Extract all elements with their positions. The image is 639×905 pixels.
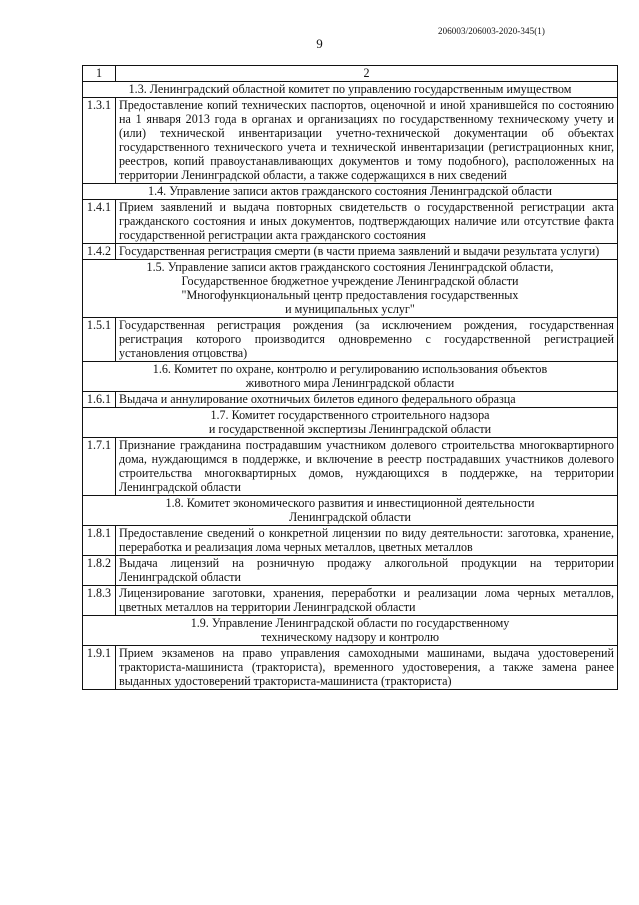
- table-row: [83, 200, 618, 244]
- services-table-body: [83, 66, 618, 690]
- page-number: 9: [316, 36, 323, 51]
- section-heading-row: [83, 184, 618, 200]
- section-heading-line: Государственное бюджетное учреждение Ленинградской области: [181, 274, 519, 288]
- section-heading: [83, 408, 618, 438]
- service-number: 1.8.1: [83, 526, 116, 556]
- section-heading-line: 1.5. Управление записи актов гражданского состояния Ленинградской области,: [146, 260, 554, 274]
- section-heading-line: 1.8. Комитет экономического развития и инвестиционной деятельности: [165, 496, 535, 510]
- table-row: [83, 556, 618, 586]
- service-description: Выдача и аннулирование охотничьих билетов единого федерального образца: [116, 392, 618, 408]
- section-heading-line: 1.4. Управление записи актов гражданского состояния Ленинградской области: [148, 184, 552, 198]
- service-number: 1.4.1: [83, 200, 116, 244]
- service-number: 1.5.1: [83, 318, 116, 362]
- table-row: [83, 318, 618, 362]
- service-description: Выдача лицензий на розничную продажу алкогольной продукции на территории Ленинградской области: [116, 556, 618, 586]
- services-table: [82, 65, 618, 690]
- service-number: 1.9.1: [83, 646, 116, 690]
- table-row: [83, 98, 618, 184]
- section-heading-line: Ленинградской области: [288, 510, 412, 524]
- service-number: 1.6.1: [83, 392, 116, 408]
- section-heading: [83, 184, 618, 200]
- service-description: Прием заявлений и выдача повторных свидетельств о государственной регистрации акта гражданского состояния и иных документов, подтверждающих наличие или отсутствие факта государственной регистрации акта гражданского состояния: [116, 200, 618, 244]
- section-heading: [83, 260, 618, 318]
- table-row: [83, 438, 618, 496]
- document-id: 206003/206003-2020-345(1): [438, 26, 545, 36]
- service-description: Лицензирование заготовки, хранения, переработки и реализации лома черных металлов, цветных металлов на территории Ленинградской области: [116, 586, 618, 616]
- table-row: [83, 586, 618, 616]
- service-description: Государственная регистрация смерти (в части приема заявлений и выдачи результата услуги): [116, 244, 618, 260]
- service-description: Признание гражданина пострадавшим участником долевого строительства многоквартирного дома, нуждающимся в поддержке, и включение в реестр пострадавших участников долевого строительства многоквартирных домов, нуждающихся в поддержке, на территории Ленинградской области: [116, 438, 618, 496]
- service-number: 1.4.2: [83, 244, 116, 260]
- service-number: 1.8.2: [83, 556, 116, 586]
- table-row: [83, 392, 618, 408]
- service-number: 1.7.1: [83, 438, 116, 496]
- section-heading-line: 1.6. Комитет по охране, контролю и регулированию использования объектов: [152, 362, 548, 376]
- service-description: Государственная регистрация рождения (за исключением рождения, государственная регистрация которого производится одновременно с государственной регистрацией установления отцовства): [116, 318, 618, 362]
- section-heading-row: [83, 496, 618, 526]
- service-description: Предоставление сведений о конкретной лицензии по виду деятельности: заготовка, хранение, переработка и реализация лома черных металлов, цветных металлов: [116, 526, 618, 556]
- section-heading-line: 1.3. Ленинградский областной комитет по управлению государственным имуществом: [128, 82, 572, 96]
- section-heading-line: 1.9. Управление Ленинградской области по государственному: [190, 616, 510, 630]
- service-description: Прием экзаменов на право управления самоходными машинами, выдача удостоверений тракториста-машиниста (тракториста), временного удостоверения, а также замена ранее выданных удостоверений тракториста-машиниста (тракториста): [116, 646, 618, 690]
- section-heading: [83, 616, 618, 646]
- table-row: [83, 646, 618, 690]
- service-number: 1.3.1: [83, 98, 116, 184]
- table-row: [83, 244, 618, 260]
- service-description: Предоставление копий технических паспортов, оценочной и иной хранившейся по состоянию на 1 января 2013 года в органах и организациях по государственному техническому учету и (или) технической инвентаризации учетно-технической документации об объектах государственного технического учета и технической инвентаризации (регистрационных книг, реестров, копий правоустанавливающих документов и тому подобного), расположенных на территории Ленинградской области, а также содержащихся в них сведений: [116, 98, 618, 184]
- section-heading-line: "Многофункциональный центр предоставления государственных: [181, 288, 519, 302]
- section-heading: [83, 496, 618, 526]
- table-header-row: [83, 66, 618, 82]
- section-heading-row: [83, 616, 618, 646]
- section-heading-row: [83, 408, 618, 438]
- section-heading-line: 1.7. Комитет государственного строительного надзора: [210, 408, 490, 422]
- column-header-number: 1: [83, 66, 116, 82]
- section-heading-line: и государственной экспертизы Ленинградской области: [208, 422, 492, 436]
- section-heading-row: [83, 82, 618, 98]
- service-number: 1.8.3: [83, 586, 116, 616]
- section-heading: [83, 82, 618, 98]
- column-header-service: 2: [116, 66, 618, 82]
- section-heading-line: и муниципальных услуг": [285, 302, 415, 316]
- table-row: [83, 526, 618, 556]
- section-heading-row: [83, 260, 618, 318]
- section-heading-line: животного мира Ленинградской области: [245, 376, 455, 390]
- section-heading-row: [83, 362, 618, 392]
- section-heading-line: техническому надзору и контролю: [261, 630, 439, 644]
- section-heading: [83, 362, 618, 392]
